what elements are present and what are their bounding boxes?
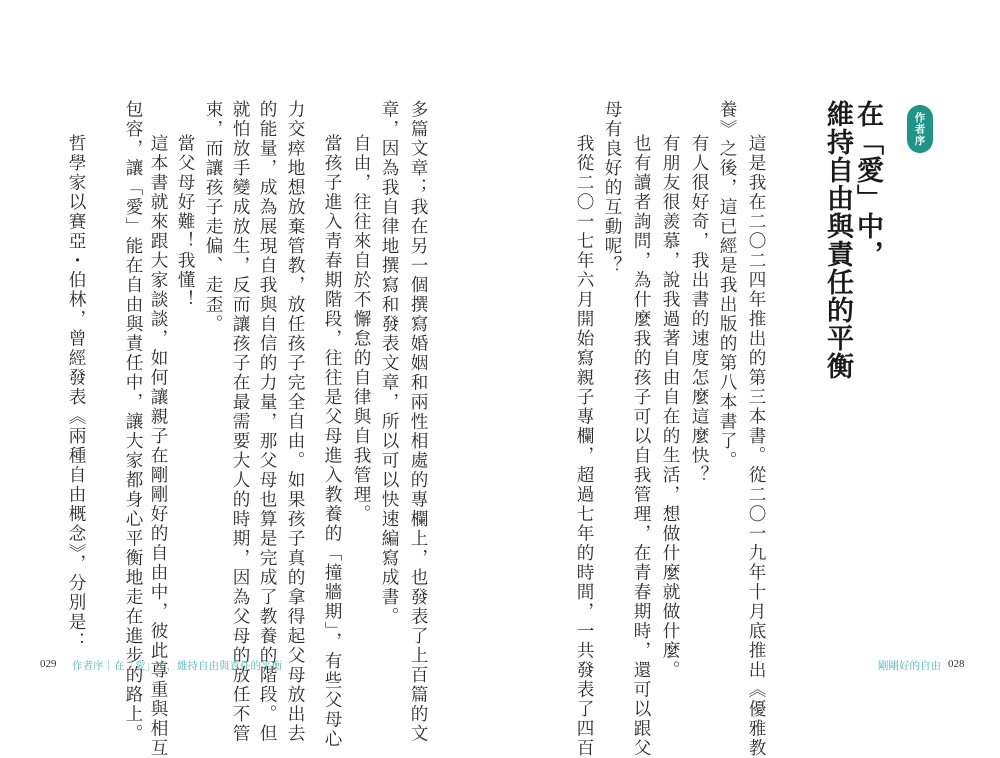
body-column: 力交瘁地想放棄管教，放任孩子完全自由。如果孩子真的拿得起父母放出去 xyxy=(285,100,305,744)
body-column: 束，而讓孩子走偏、走歪。 xyxy=(203,100,223,334)
running-title-right: 剛剛好的自由 xyxy=(878,660,941,672)
body-column: 章，因為我自律地撰寫和發表文章，所以可以快速編寫成書。 xyxy=(379,100,399,627)
body-column: 當孩子進入青春期階段，往往是父母進入教養的「撞牆期」，有些父母心 xyxy=(322,134,342,750)
body-column: 有朋友很羨慕，說我過著自由自在的生活，想做什麼就做什麼。 xyxy=(660,134,680,680)
body-column: 母有良好的互動呢？ xyxy=(602,100,622,276)
body-column: 我從二〇一七年六月開始寫親子專欄，超過七年的時間，一共發表了四百 xyxy=(574,134,594,758)
body-column: 也有讀者詢問，為什麼我的孩子可以自我管理，在青春期時，還可以跟父 xyxy=(631,134,651,758)
body-column: 包容，讓「愛」能在自由與責任中，讓大家都身心平衡地走在進步的路上。 xyxy=(123,100,143,744)
chapter-title-line-1: 在「愛」中， xyxy=(852,100,883,268)
body-column: 當父母好難！我懂！ xyxy=(175,134,195,310)
running-title-left: 作者序｜在「愛」中，維持自由與責任的平衡 xyxy=(72,660,282,672)
body-column: 多篇文章；我在另一個撰寫婚姻和兩性相處的專欄上，也發表了上百篇的文 xyxy=(408,100,428,744)
chapter-title-line-2: 維持自由與責任的平衡 xyxy=(822,100,853,380)
body-column: 的能量，成為展現自我與自信的力量，那父母也算是完成了教養的階段。但 xyxy=(257,100,277,744)
body-column: 就怕放手變成放生，反而讓孩子在最需要大人的時期，因為父母的放任不管 xyxy=(230,100,250,744)
body-column: 養》之後，這已經是我出版的第八本書了。 xyxy=(717,100,737,471)
body-column: 有人很好奇，我出書的速度怎麼這麼快？ xyxy=(689,134,709,485)
body-column: 這是我在二〇二四年推出的第三本書。從二〇一九年十月底推出《優雅教 xyxy=(746,134,766,758)
section-tag: 作者序 xyxy=(907,105,933,153)
body-column: 自由，往往來自於不懈怠的自律與自我管理。 xyxy=(351,134,371,524)
page-number-left: 029 xyxy=(40,658,57,670)
body-column: 哲學家以賽亞・伯林，曾經發表《兩種自由概念》，分別是： xyxy=(66,134,86,652)
body-column: 這本書就來跟大家談談，如何讓親子在剛剛好的自由中，彼此尊重與相互 xyxy=(148,134,168,758)
page-number-right: 028 xyxy=(948,658,965,670)
